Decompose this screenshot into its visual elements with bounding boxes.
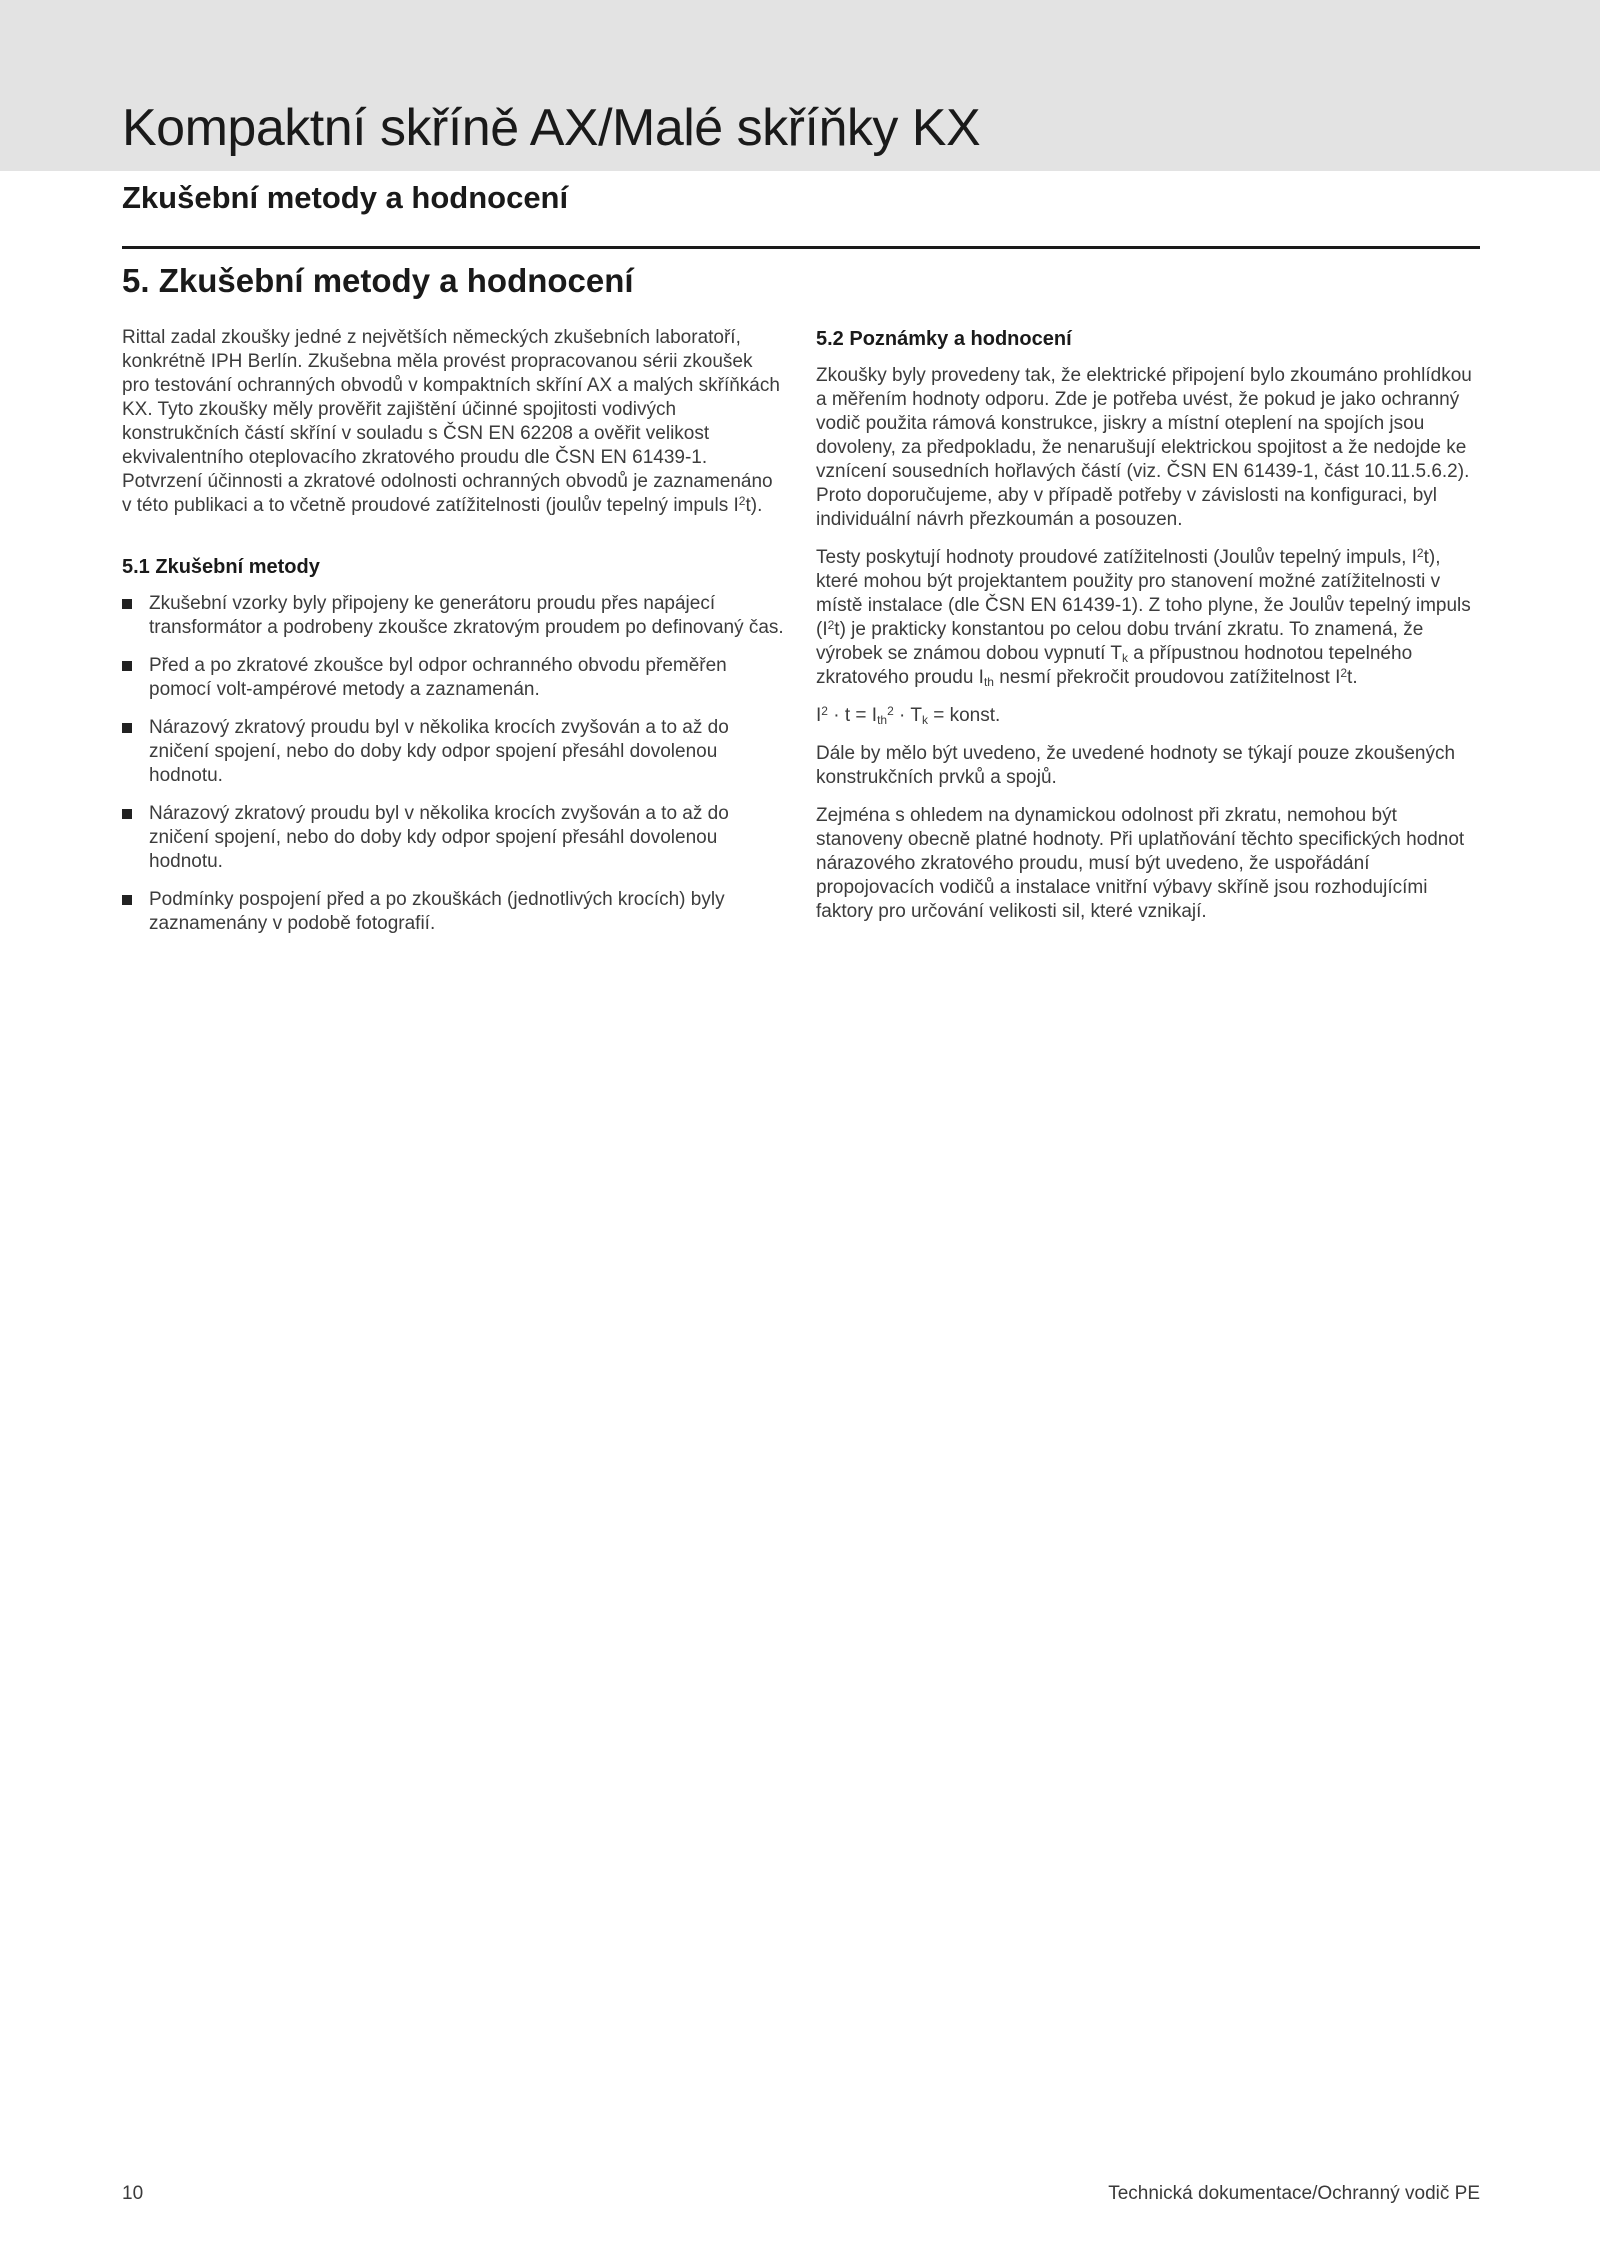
list-item: Nárazový zkratový proudu byl v několika krocích zvyšován a to až do zničení spojení, nebo do doby kdy odpor spojení přesáhl dovolenou hodnotu. [122, 716, 784, 788]
footer-document-name: Technická dokumentace/Ochranný vodič PE [1108, 2183, 1480, 2204]
document-subtitle: Zkušební metody a hodnocení [122, 180, 569, 215]
subsection-title-notes: 5.2 Poznámky a hodnocení [816, 328, 1072, 350]
right-column [816, 326, 1480, 938]
notes-paragraph-4: Zejména s ohledem na dynamickou odolnost při zkratu, nemohou být stanoveny obecně platné hodnoty. Při uplatňování těchto specifických hodnot nárazového zkratového proudu, musí být uvedeno, že uspořádání propojovacích vodičů a instalace vnitřní výbavy skříně jsou rozhodujícími faktory pro určování velikosti sil, které vznikají. [816, 805, 1465, 922]
bullet-square-icon [122, 895, 132, 905]
list-item: Zkušební vzorky byly připojeny ke generátoru proudu přes napájecí transformátor a podrobeny zkoušce zkratovým proudem po definovaný čas. [122, 592, 784, 640]
left-column [122, 326, 784, 950]
section-title: 5. Zkušební metody a hodnocení [122, 262, 634, 299]
bullet-square-icon [122, 723, 132, 733]
header-divider [122, 246, 1480, 249]
page-number: 10 [122, 2183, 144, 2204]
subsection-title-test-methods: 5.1 Zkušební metody [122, 556, 320, 578]
formula: $I^2 \cdot t = I_{th}^2 \cdot T_k$ = konst. [816, 704, 1001, 727]
bullet-square-icon [122, 599, 132, 609]
list-item: Před a po zkratové zkoušce byl odpor ochranného obvodu přeměřen pomocí volt-ampérové metody a zaznamenán. [122, 654, 784, 702]
intro-paragraph: Rittal zadal zkoušky jedné z největších německých zkušebních laboratoří, konkrétně IPH Berlín. Zkušebna měla provést propracovanou sérii zkoušek pro testování ochranných obvodů v kompaktních skříní AX a malých skříňkách KX. Tyto zkoušky měly prověřit zajištění účinné spojitosti vodivých konstrukčních částí skříní v souladu s ČSN EN 62208 a ověřit velikost ekvivalentního oteplovacího zkratového proudu dle ČSN EN 61439-1. Potvrzení účinnosti a zkratové odolnosti ochranných obvodů je zaznamenáno v této publikaci a to včetně proudové zatížitelnosti (joulův tepelný impuls $I^2t$). [122, 327, 780, 516]
bullet-square-icon [122, 809, 132, 819]
test-methods-list [122, 592, 784, 936]
notes-paragraph-2: Testy poskytují hodnoty proudové zatížitelnosti (Joulův tepelný impuls, $I^2t$), které mohou být projektantem použity pro stanovení možné zatížitelnosti v místě instalace (dle ČSN EN 61439-1). Z toho plyne, že Joulův tepelný impuls $(I^2t)$ je prakticky konstantou po celou dobu trvání zkratu. To znamená, že výrobek se známou dobou vypnutí $T_k$ a přípustnou hodnotou tepelného zkratového proudu $I_{th}$ nesmí překročit proudovou zatížitelnost $I^2t$. [816, 546, 1471, 689]
bullet-square-icon [122, 661, 132, 671]
document-title: Kompaktní skříně AX/Malé skříňky KX [122, 99, 981, 157]
list-item: Podmínky pospojení před a po zkouškách (jednotlivých krocích) byly zaznamenány v podobě fotografií. [122, 888, 784, 936]
list-item: Nárazový zkratový proudu byl v několika krocích zvyšován a to až do zničení spojení, nebo do doby kdy odpor spojení přesáhl dovolenou hodnotu. [122, 802, 784, 874]
notes-paragraph-3: Dále by mělo být uvedeno, že uvedené hodnoty se týkají pouze zkoušených konstrukčních prvků a spojů. [816, 743, 1456, 788]
notes-paragraph-1: Zkoušky byly provedeny tak, že elektrické připojení bylo zkoumáno prohlídkou a měřením hodnoty odporu. Zde je potřeba uvést, že pokud je jako ochranný vodič použita rámová konstrukce, jiskry a místní oteplení na spojích jsou dovoleny, za předpokladu, že nenarušují elektrickou spojitost a že nedojde ke vznícení sousedních hořlavých částí (viz. ČSN EN 61439-1, část 10.11.5.6.2). Proto doporučujeme, aby v případě potřeby v závislosti na konfiguraci, byl individuální návrh přezkoumán a posouzen. [816, 365, 1472, 530]
